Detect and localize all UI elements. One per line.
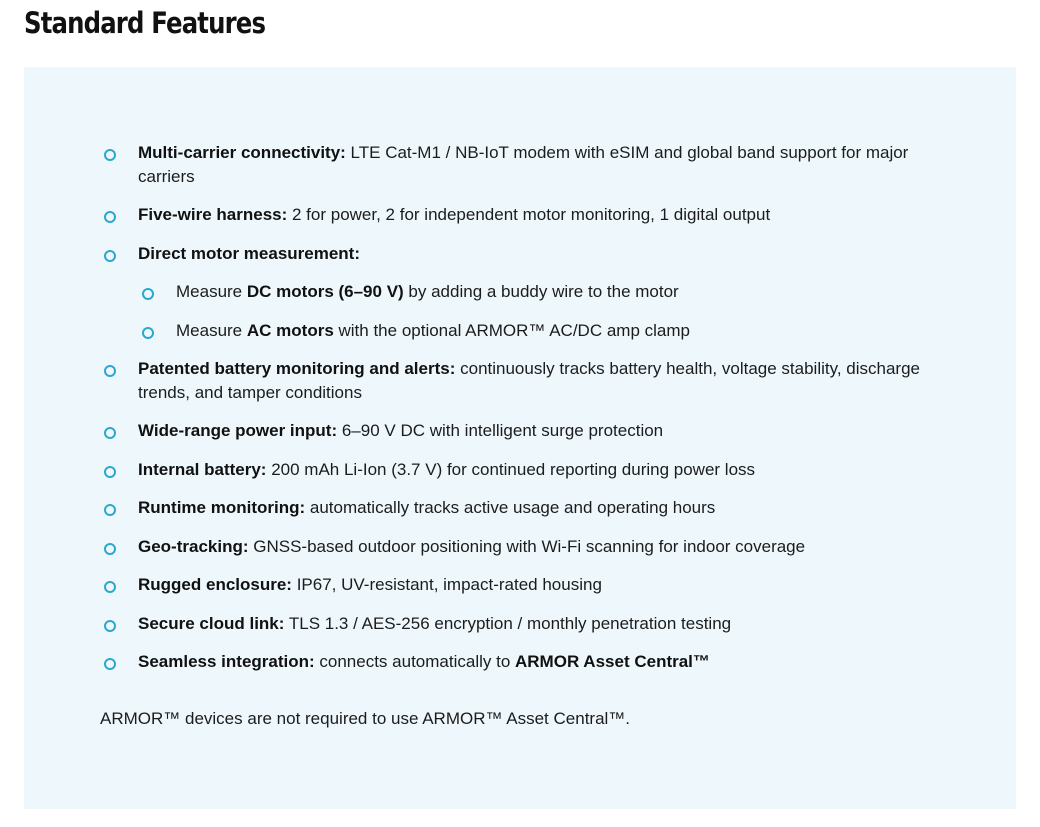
subitem-strong: AC motors xyxy=(246,320,334,340)
feature-item-seamless-integration xyxy=(24,650,1016,674)
feature-text: LTE Cat-M1 / NB-IoT modem with eSIM and global band support for major carriers xyxy=(138,143,909,186)
feature-item-runtime-monitoring xyxy=(24,496,1016,520)
feature-text: TLS 1.3 / AES-256 encryption / monthly penetration testing xyxy=(284,613,732,633)
feature-item-geo-tracking xyxy=(24,535,1016,559)
feature-text: 2 for power, 2 for independent motor monitoring, 1 digital output xyxy=(287,205,771,224)
feature-list xyxy=(24,141,1016,689)
feature-text: GNSS-based outdoor positioning with Wi-Fi scanning for indoor coverage xyxy=(248,536,806,556)
circle-bullet-icon xyxy=(104,620,116,632)
subitem-pre: Measure xyxy=(176,320,247,340)
feature-item-battery-monitoring xyxy=(24,357,1016,404)
feature-item-five-wire-harness xyxy=(24,203,1016,227)
circle-bullet-icon xyxy=(104,427,116,439)
feature-strong: ARMOR Asset Central™ xyxy=(515,652,710,671)
subitem-pre: Measure xyxy=(176,282,247,301)
feature-lead: Secure cloud link: xyxy=(138,613,285,633)
feature-lead: Five-wire harness: xyxy=(138,205,288,224)
feature-subitem-dc-motors xyxy=(24,280,1016,304)
circle-bullet-icon xyxy=(104,504,116,516)
feature-text: automatically tracks active usage and operating hours xyxy=(305,498,716,517)
feature-lead: Multi-carrier connectivity: xyxy=(138,143,346,162)
feature-text: continuously tracks battery health, voltage stability, discharge trends, and tamper conditions xyxy=(138,359,920,402)
circle-bullet-icon xyxy=(104,250,116,262)
features-panel xyxy=(24,67,1016,809)
feature-lead: Internal battery: xyxy=(138,459,267,479)
feature-lead: Direct motor measurement: xyxy=(138,243,361,263)
circle-bullet-icon xyxy=(104,149,116,161)
feature-item-power-input xyxy=(24,419,1016,443)
feature-text: connects automatically to xyxy=(314,652,515,671)
feature-lead: Wide-range power input: xyxy=(138,421,338,440)
feature-lead: Runtime monitoring: xyxy=(138,498,306,517)
feature-text: 6–90 V DC with intelligent surge protection xyxy=(337,421,664,440)
feature-item-rugged-enclosure xyxy=(24,573,1016,597)
subitem-strong: DC motors (6–90 V) xyxy=(246,282,404,301)
feature-text: 200 mAh Li-Ion (3.7 V) for continued reporting during power loss xyxy=(266,459,756,479)
feature-item-secure-cloud-link xyxy=(24,612,1016,636)
circle-bullet-icon xyxy=(142,288,154,300)
circle-bullet-icon xyxy=(104,466,116,478)
circle-bullet-icon xyxy=(104,365,116,377)
feature-item-internal-battery xyxy=(24,458,1016,482)
feature-lead: Seamless integration: xyxy=(138,652,315,671)
subitem-post: by adding a buddy wire to the motor xyxy=(403,282,679,301)
circle-bullet-icon xyxy=(142,327,154,339)
circle-bullet-icon xyxy=(104,211,116,223)
circle-bullet-icon xyxy=(104,543,116,555)
feature-text: IP67, UV-resistant, impact-rated housing xyxy=(291,575,602,594)
page-title: Standard Features xyxy=(24,6,266,40)
feature-lead: Rugged enclosure: xyxy=(138,575,292,594)
circle-bullet-icon xyxy=(104,658,116,670)
circle-bullet-icon xyxy=(104,581,116,593)
footnote: ARMOR™ devices are not required to use ARMOR™ Asset Central™. xyxy=(100,709,631,728)
feature-item-multi-carrier-connectivity xyxy=(24,141,1016,188)
feature-lead: Patented battery monitoring and alerts: xyxy=(138,359,456,378)
feature-lead: Geo-tracking: xyxy=(138,536,249,556)
feature-item-direct-motor-measurement xyxy=(24,242,1016,266)
subitem-post: with the optional ARMOR™ AC/DC amp clamp xyxy=(333,320,690,340)
feature-subitem-ac-motors xyxy=(24,319,1016,343)
